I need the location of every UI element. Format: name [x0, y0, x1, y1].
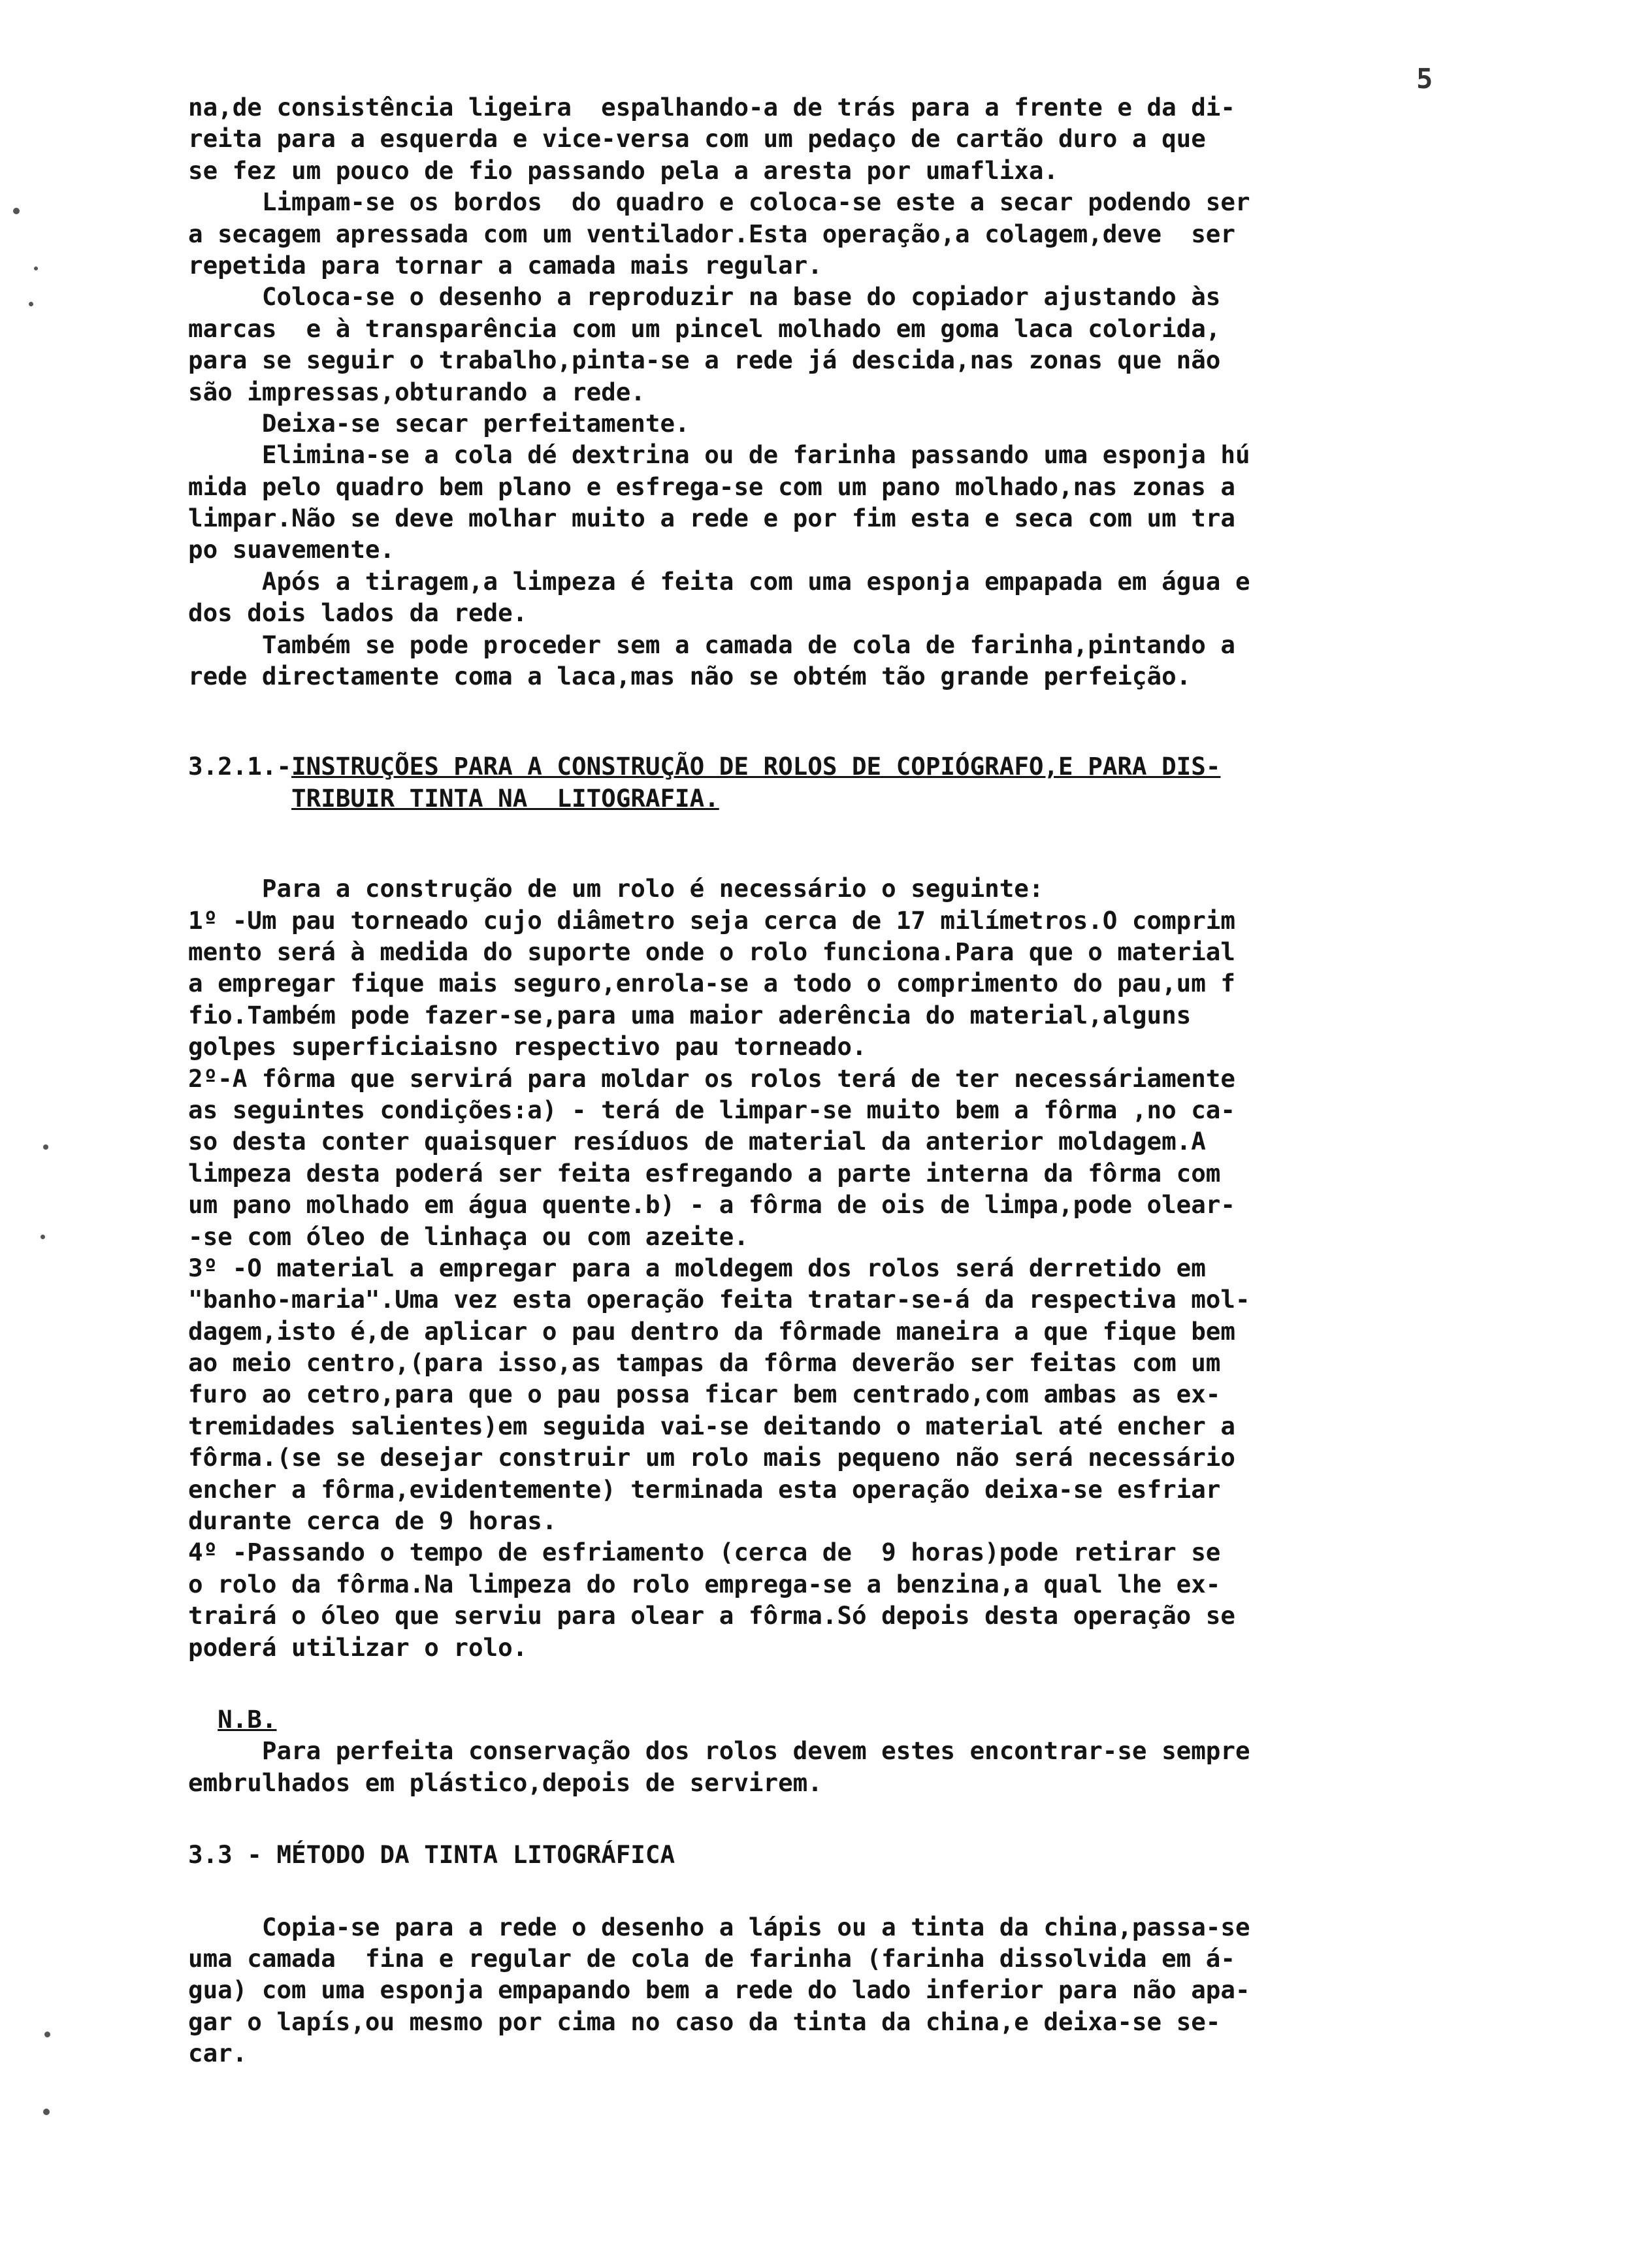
text-line: reita para a esquerda e vice-versa com um pedaço de cartão duro a que [188, 124, 1206, 154]
margin-speck [41, 1235, 45, 1239]
text-line: a empregar fique mais seguro,enrola-se a todo o comprimento do pau,um f [188, 969, 1235, 998]
text-line: na,de consistência ligeira espalhando-a de trás para a frente e da di- [188, 93, 1235, 122]
text-line: "banho-maria".Uma vez esta operação feita tratar-se-á da respectiva mol- [188, 1285, 1250, 1314]
text-line: embrulhados em plástico,depois de servirem. [188, 1768, 822, 1797]
section-heading-line-2 [188, 783, 1586, 814]
text-line: furo ao cetro,para que o pau possa ficar bem centrado,com ambas as ex- [188, 1380, 1221, 1409]
text-line: dagem,isto é,de aplicar o pau dentro da fôrmade maneira a que fique bem [188, 1316, 1235, 1346]
text-line: repetida para tornar a camada mais regular. [188, 250, 822, 280]
section-title-cont: TRIBUIR TINTA NA LITOGRAFIA. [291, 783, 719, 813]
page-number: 5 [1416, 63, 1433, 95]
section-number: 3.2.1.- [188, 752, 292, 781]
section-heading-3-2-1 [188, 751, 1586, 814]
text-line: a secagem apressada com um ventilador.Esta operação,a colagem,deve ser [188, 219, 1235, 248]
note-label: N.B. [218, 1704, 277, 1734]
text-line: trairá o óleo que serviu para olear a fôrma.Só depois desta operação se [188, 1601, 1235, 1630]
section-heading-line-1 [188, 751, 1586, 782]
text-line: fio.Também pode fazer-se,para uma maior aderência do material,alguns [188, 1000, 1192, 1029]
text-line: Deixa-se secar perfeitamente. [188, 408, 690, 438]
text-line: mida pelo quadro bem plano e esfrega-se com um pano molhado,nas zonas a [188, 472, 1235, 501]
text-line: Após a tiragem,a limpeza é feita com uma esponja empapada em água e [188, 566, 1250, 596]
text-line: limpar.Não se deve molhar muito a rede e por fim esta e seca com um tra [188, 504, 1235, 533]
text-line: 1º -Um pau torneado cujo diâmetro seja cerca de 17 milímetros.O comprim [188, 905, 1235, 935]
text-line: golpes superficiaisno respectivo pau torneado. [188, 1032, 867, 1061]
text-line: durante cerca de 9 horas. [188, 1506, 557, 1536]
text-line: uma camada fina e regular de cola de farinha (farinha dissolvida em á- [188, 1943, 1235, 1973]
text-line: são impressas,obturando a rede. [188, 377, 645, 406]
text-line: so desta conter quaisquer resíduos de material da anterior moldagem.A [188, 1127, 1206, 1156]
text-line: para se seguir o trabalho,pinta-se a rede já descida,nas zonas que não [188, 346, 1221, 375]
text-line: marcas e à transparência com um pincel molhado em goma laca colorida, [188, 314, 1221, 343]
text-line: mento será à medida do suporte onde o rolo funciona.Para que o material [188, 937, 1235, 966]
text-line: Para perfeita conservação dos rolos devem estes encontrar-se sempre [188, 1736, 1250, 1766]
text-line: Limpam-se os bordos do quadro e coloca-se este a secar podendo ser [188, 187, 1250, 217]
text-line: o rolo da fôrma.Na limpeza do rolo emprega-se a benzina,a qual lhe ex- [188, 1569, 1221, 1598]
text-line: Também se pode proceder sem a camada de cola de farinha,pintando a [188, 630, 1235, 659]
section-heading: 3.3 - MÉTODO DA TINTA LITOGRÁFICA [188, 1840, 675, 1870]
note-block [188, 1704, 1586, 1798]
text-line: dos dois lados da rede. [188, 598, 528, 628]
text-line: Copia-se para a rede o desenho a lápis ou a tinta da china,passa-se [188, 1912, 1250, 1941]
note-label-line [188, 1704, 1586, 1735]
section-paragraphs-b [188, 873, 1586, 1663]
text-line: 4º -Passando o tempo de esfriamento (cerca de 9 horas)pode retirar se [188, 1538, 1221, 1567]
section-title: INSTRUÇÕES PARA A CONSTRUÇÃO DE ROLOS DE COPIÓGRAFO,E PARA DIS- [291, 752, 1221, 781]
text-line: poderá utilizar o rolo. [188, 1632, 528, 1662]
section-paragraphs-c [188, 1911, 1586, 2069]
text-line: -se com óleo de linhaça ou com azeite. [188, 1222, 749, 1251]
text-line: ao meio centro,(para isso,as tampas da fôrma deverão ser feitas com um [188, 1348, 1221, 1378]
text-line: Elimina-se a cola dé dextrina ou de farinha passando uma esponja hú [188, 440, 1250, 470]
text-line: as seguintes condições:a) - terá de limpar-se muito bem a fôrma ,no ca- [188, 1095, 1235, 1124]
text-line: car. [188, 2039, 248, 2068]
margin-speck [29, 302, 33, 306]
section-heading-3-3 [188, 1839, 1586, 1870]
text-line: fôrma.(se se desejar construir um rolo mais pequeno não será necessário [188, 1443, 1235, 1472]
text-line: Para a construção de um rolo é necessário o seguinte: [188, 874, 1044, 903]
text-line: um pano molhado em água quente.b) - a fôrma de ois de limpa,pode olear- [188, 1190, 1235, 1220]
text-line: po suavemente. [188, 535, 395, 564]
text-line: Coloca-se o desenho a reproduzir na base do copiador ajustando às [188, 282, 1221, 312]
text-line: gar o lapís,ou mesmo por cima no caso da tinta da china,e deixa-se se- [188, 2007, 1221, 2036]
margin-speck [34, 267, 38, 270]
text-line: gua) com uma esponja empapando bem a rede do lado inferior para não apa- [188, 1975, 1250, 2005]
margin-speck [43, 1144, 48, 1150]
section-paragraphs-a [188, 91, 1586, 692]
text-line: limpeza desta poderá ser feita esfregando a parte interna da fôrma com [188, 1158, 1221, 1188]
margin-speck [43, 2109, 50, 2115]
margin-speck [13, 208, 20, 214]
margin-speck [44, 2032, 50, 2037]
text-line: 2º-A fôrma que servirá para moldar os rolos terá de ter necessáriamente [188, 1063, 1235, 1093]
text-line: rede directamente coma a laca,mas não se obtém tão grande perfeição. [188, 662, 1192, 691]
text-line: se fez um pouco de fio passando pela a aresta por umaflixa. [188, 155, 1059, 185]
text-line: 3º -O material a empregar para a moldegem dos rolos será derretido em [188, 1253, 1206, 1282]
document-body [188, 91, 1586, 2069]
text-line: tremidades salientes)em seguida vai-se deitando o material até encher a [188, 1411, 1235, 1440]
text-line: encher a fôrma,evidentemente) terminada esta operação deixa-se esfriar [188, 1474, 1221, 1504]
